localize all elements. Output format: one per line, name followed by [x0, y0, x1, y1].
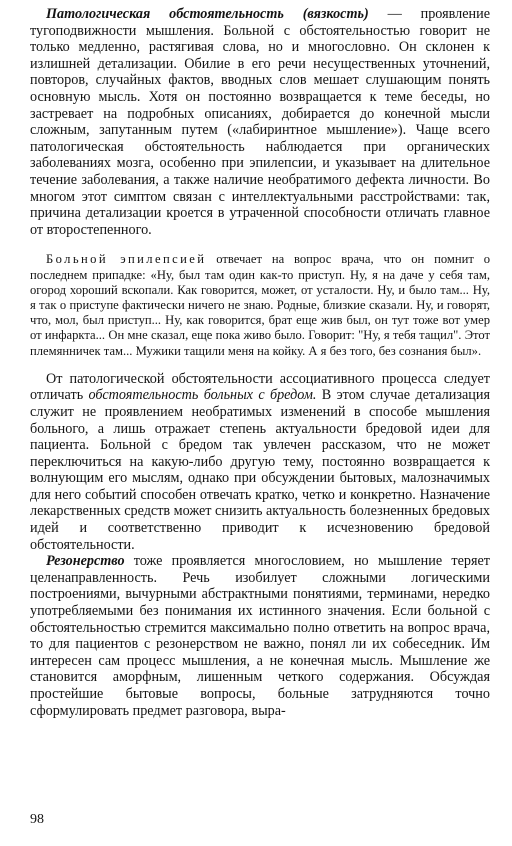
paragraph-viscosity: [30, 6, 490, 238]
term-reasoning: Резонерство: [46, 553, 125, 570]
page-body: [30, 6, 490, 719]
paragraph-text: — проявление тугоподвижности мышления. Больной с обстоятельностью говорит не только медленно, растягивая слова, но и многословно. Он склонен к излишней детализации. Обилие в его речи несущественных уточнений, повторов, случайных фактов, вводных слов мешает слушающим понять основную мысль. Хотя он постоянно возвращается к теме беседы, но застревает на подробных описаниях, добирается до конечной мысли сложным, запутанным путем («лабиринтное мышление»). Чаще всего патологическая обстоятельность наблюдается при органических заболеваниях мозга, особенно при эпилепсии, и указывает на длительное течение заболевания, а также наличие необратимого дефекта личности. Во многом этот симптом связан с интеллектуальными расстройствами: так, причина детализации кроется в утраченной способности отличать главное от второстепенного.: [30, 6, 491, 238]
term-delusional-circumstantiality: обстоятельность больных с бредом.: [88, 387, 317, 404]
paragraph-text-before: От патологической обстоятельности ассоциативного процесса следует отличать: [30, 370, 490, 404]
term-pathological-circumstantiality: Патологическая обстоятельность (вязкость): [46, 6, 369, 22]
paragraph-text-after: В этом случае детализация служит не проявлением необратимых изменений в способе мышления больного, а лишь отражает степень актуальности бредовой идеи для пациента. Больной с бредом так увлечен рассказом, что не может переключиться на какую-либо другую тему, постоянно возвращается к волнующим его мыслям, однако при обсуждении бытовых, малозначимых для него событий способен отвечать кратко, четко и конкретно. Назначение лекарственных средств может снизить актуальность болезненных бредовых идей и соответственно приводит к исчезновению бредовой обстоятельности.: [30, 387, 490, 553]
paragraph-delusional-circumstantiality: [30, 371, 490, 554]
paragraph-text: тоже проявляется многословием, но мышление теряет целенаправленность. Речь изобилует сложными логическими построениями, вычурными абстрактными понятиями, терминами, нередко употребляемыми без понимания их истинного значения. Если больной с обстоятельностью стремится максимально полно ответить на вопрос врача, то для пациентов с резонерством не важно, понял ли их собеседник. Им интересен сам процесс мышления, а не конечная мысль. Мышление же становится аморфным, лишенным четкого содержания. Обсуждая простейшие бытовые вопросы, больные затрудняются точно сформулировать предмет разговора, выра-: [30, 553, 490, 719]
case-text: отвечает на вопрос врача, что он помнит о последнем припадке: «Ну, был там один как-то приступ. Ну, я на даче у себя там, огород хороший вскопали. Как говорится, может, от усталости. Ну, и было там... Ну, я так о приступе фактически ничего не знаю. Родные, близкие сказали. Ну, и говорят, что, мол, был приступ... Ну, как говорится, брат еще жив был, он тут тоже вот умер от инфаркта... Он мне сказал, еще пока живо было. Говорит: "Ну, я тебя тащил". Этот племянничек там... Мужики тащили меня на койку. А я без того, без сознания был».: [30, 252, 490, 358]
page-number: 98: [30, 812, 44, 827]
case-subject: Больной эпилепсией: [46, 252, 207, 267]
paragraph-reasoning: [30, 553, 490, 719]
case-example: [30, 252, 490, 358]
